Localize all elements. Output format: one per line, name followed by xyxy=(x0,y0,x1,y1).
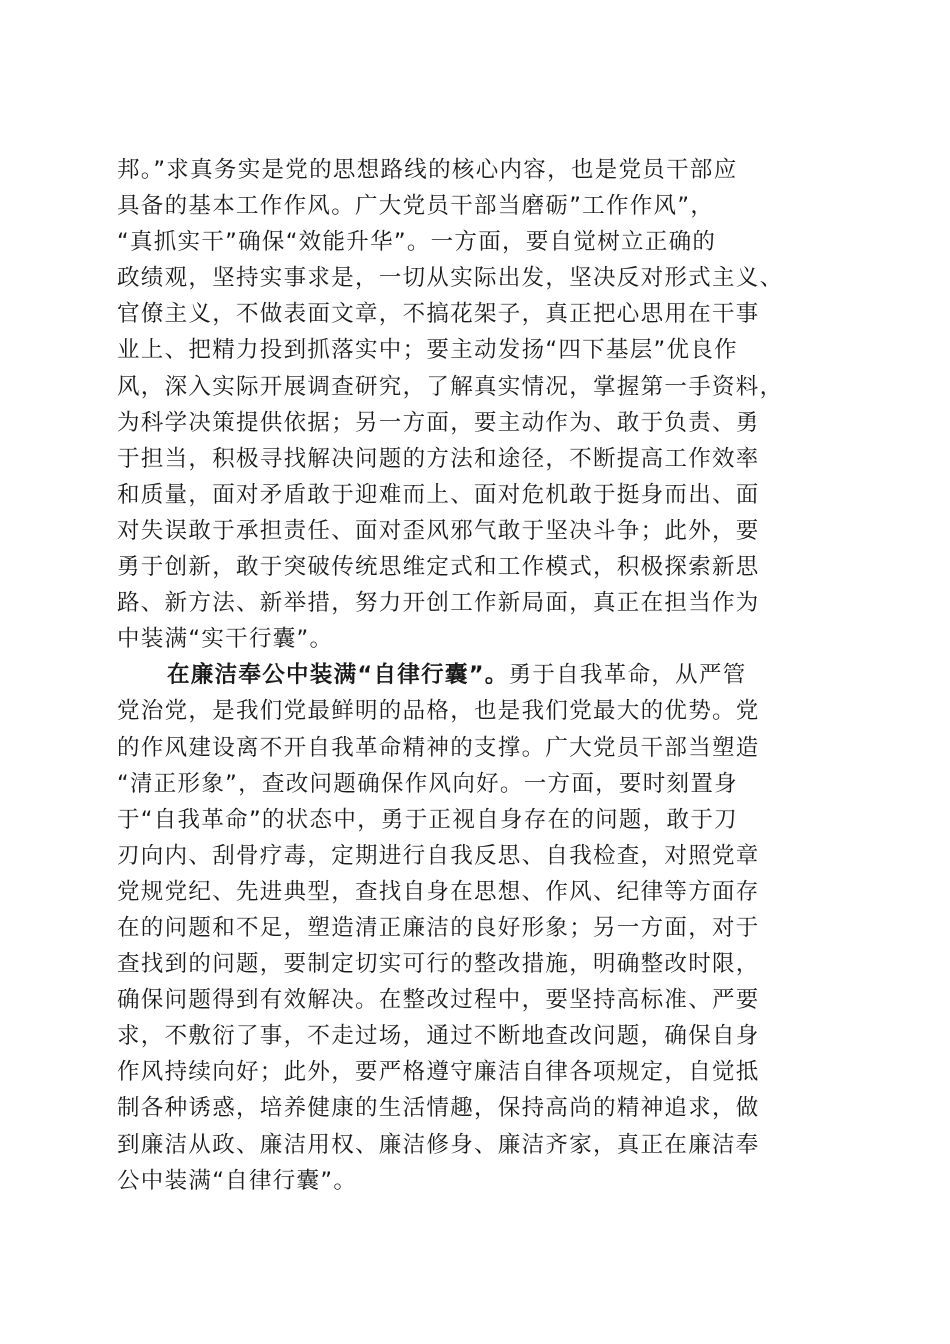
text-line: 党治党，是我们党最鲜明的品格，也是我们党最大的优势。党 xyxy=(117,698,760,725)
paragraph-practical-work xyxy=(117,152,829,657)
text-line: 路、新方法、新举措，努力开创工作新局面，真正在担当作为 xyxy=(117,590,760,617)
paragraph-first-line-text: 勇于自我革命，从严管 xyxy=(508,662,747,689)
text-line: 勇于创新，敢于突破传统思维定式和工作模式，积极探索新思 xyxy=(117,554,760,581)
text-line: 官僚主义，不做表面文章，不搞花架子，真正把心思用在干事 xyxy=(117,301,760,328)
text-line: 制各种诱惑，培养健康的生活情趣，保持高尚的精神追求，做 xyxy=(117,1095,760,1122)
text-line: 作风持续向好；此外，要严格遵守廉洁自律各项规定，自觉抵 xyxy=(117,1059,760,1086)
text-line: 风，深入实际开展调查研究，了解真实情况，掌握第一手资料， xyxy=(117,373,784,400)
text-line: 在的问题和不足，塑造清正廉洁的良好形象；另一方面，对于 xyxy=(117,914,760,941)
paragraph-integrity xyxy=(117,657,829,1198)
paragraph-heading: 在廉洁奉公中装满“自律行囊”。 xyxy=(167,662,509,689)
text-line: 的作风建设离不开自我革命精神的支撑。广大党员干部当塑造 xyxy=(117,734,760,761)
text-line: 邦。”求真务实是党的思想路线的核心内容，也是党员干部应 xyxy=(117,157,738,183)
text-line: 刃向内、刮骨疗毒，定期进行自我反思、自我检查，对照党章 xyxy=(117,842,760,869)
text-line: 于“自我革命”的状态中，勇于正视自身存在的问题，敢于刀 xyxy=(117,806,738,833)
text-line: 具备的基本工作作风。广大党员干部当磨砺”工作作风”， xyxy=(117,193,715,220)
text-line: 公中装满“自律行囊”。 xyxy=(117,1167,358,1194)
text-line: 和质量，面对矛盾敢于迎难而上、面对危机敢于挺身而出、面 xyxy=(117,481,760,508)
text-line: 对失误敢于承担责任、面对歪风邪气敢于坚决斗争；此外，要 xyxy=(117,517,760,544)
text-line: 政绩观，坚持实事求是，一切从实际出发，坚决反对形式主义、 xyxy=(117,265,784,292)
paragraph-first-line xyxy=(117,657,829,693)
document-body xyxy=(117,152,829,1199)
text-line: 为科学决策提供依据；另一方面，要主动作为、敢于负责、勇 xyxy=(117,409,760,436)
text-line: “真抓实干”确保“效能升华”。一方面，要自觉树立正确的 xyxy=(117,229,717,256)
text-line: 查找到的问题，要制定切实可行的整改措施，明确整改时限， xyxy=(117,951,760,978)
text-line: 到廉洁从政、廉洁用权、廉洁修身、廉洁齐家，真正在廉洁奉 xyxy=(117,1131,760,1158)
text-line: 党规党纪、先进典型，查找自身在思想、作风、纪律等方面存 xyxy=(117,878,760,905)
text-line: 确保问题得到有效解决。在整改过程中，要坚持高标准、严要 xyxy=(117,987,760,1014)
text-line: 业上、把精力投到抓落实中；要主动发扬“四下基层”优良作 xyxy=(117,337,738,364)
text-line: 中装满“实干行囊”。 xyxy=(117,626,334,653)
text-line: 于担当，积极寻找解决问题的方法和途径，不断提高工作效率 xyxy=(117,445,760,472)
text-line: “清正形象”，查改问题确保作风向好。一方面，要时刻置身 xyxy=(117,770,738,797)
text-line: 求，不敷衍了事，不走过场，通过不断地查改问题，确保自身 xyxy=(117,1023,760,1050)
